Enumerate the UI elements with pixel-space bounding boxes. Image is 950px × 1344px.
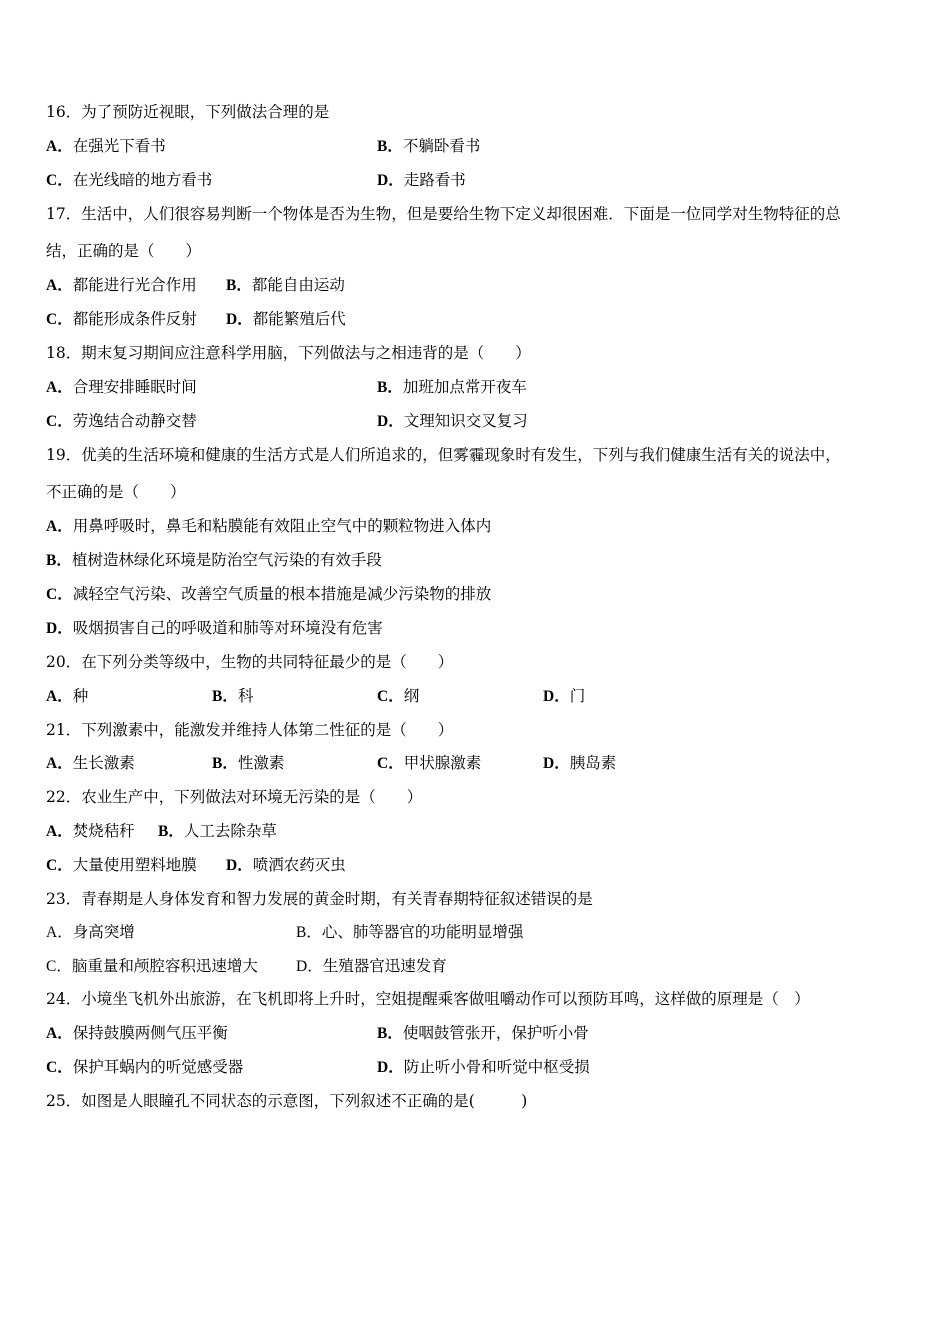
question-24-option-a: A．保持鼓膜两侧气压平衡 — [46, 1024, 228, 1042]
question-19-option-a: A．用鼻呼吸时，鼻毛和粘膜能有效阻止空气中的颗粒物进入体内 — [46, 517, 492, 535]
question-24-option-b: B．使咽鼓管张开，保护听小骨 — [377, 1024, 589, 1042]
question-18-option-b: B．加班加点常开夜车 — [377, 378, 527, 396]
question-24-stem: 24．小境坐飞机外出旅游，在飞机即将上升时，空姐提醒乘客做咀嚼动作可以预防耳鸣，这样做的原理是（ ） — [46, 990, 810, 1008]
question-21-option-b: B．性激素 — [212, 754, 285, 772]
question-20-option-d: D．门 — [543, 687, 586, 705]
question-23-option-d: D．生殖器官迅速发育 — [296, 957, 447, 975]
question-16-option-d: D．走路看书 — [377, 171, 466, 189]
question-20-option-c: C．纲 — [377, 687, 420, 705]
question-22-option-b: B．人工去除杂草 — [158, 822, 277, 840]
question-20-option-a: A．种 — [46, 687, 89, 705]
question-24-option-d: D．防止听小骨和听觉中枢受损 — [377, 1058, 590, 1076]
question-17-stem-cont: 结，正确的是（ ） — [46, 242, 202, 260]
question-19-option-b: B．植树造林绿化环境是防治空气污染的有效手段 — [46, 551, 382, 569]
question-16-option-c: C．在光线暗的地方看书 — [46, 171, 213, 189]
question-23-option-b: B．心、肺等器官的功能明显增强 — [296, 923, 524, 941]
question-19-stem: 19．优美的生活环境和健康的生活方式是人们所追求的，但雾霾现象时有发生，下列与我们健康生活有关的说法中， — [46, 446, 841, 464]
question-19-option-c: C．减轻空气污染、改善空气质量的根本措施是减少污染物的排放 — [46, 585, 492, 603]
question-18-option-c: C．劳逸结合动静交替 — [46, 412, 197, 430]
question-25-stem: 25．如图是人眼瞳孔不同状态的示意图，下列叙述不正确的是( ) — [46, 1092, 528, 1110]
question-24-option-c: C．保护耳蜗内的听觉感受器 — [46, 1058, 244, 1076]
question-21-option-a: A．生长激素 — [46, 754, 135, 772]
question-23-stem: 23．青春期是人身体发育和智力发展的黄金时期，有关青春期特征叙述错误的是 — [46, 890, 593, 908]
question-17-stem: 17．生活中，人们很容易判断一个物体是否为生物，但是要给生物下定义却很困难．下面是一位同学对生物特征的总 — [46, 205, 841, 223]
question-17-option-a: A．都能进行光合作用 — [46, 276, 197, 294]
question-23-option-a: A．身高突增 — [46, 923, 135, 941]
question-23-option-c: C．脑重量和颅腔容积迅速增大 — [46, 957, 258, 975]
question-16-option-a: A．在强光下看书 — [46, 137, 166, 155]
question-19-option-d: D．吸烟损害自己的呼吸道和肺等对环境没有危害 — [46, 619, 383, 637]
question-19-stem-cont: 不正确的是（ ） — [46, 483, 186, 501]
question-16-stem: 16．为了预防近视眼，下列做法合理的是 — [46, 103, 330, 121]
question-20-stem: 20．在下列分类等级中，生物的共同特征最少的是（ ） — [46, 653, 454, 671]
question-18-option-d: D．文理知识交叉复习 — [377, 412, 528, 430]
question-17-option-d: D．都能繁殖后代 — [226, 310, 346, 328]
question-21-option-d: D．胰岛素 — [543, 754, 617, 772]
question-22-option-a: A．焚烧秸秆 — [46, 822, 135, 840]
question-21-stem: 21．下列激素中，能激发并维持人体第二性征的是（ ） — [46, 721, 454, 739]
question-17-option-c: C．都能形成条件反射 — [46, 310, 197, 328]
question-22-stem: 22．农业生产中，下列做法对环境无污染的是（ ） — [46, 788, 423, 806]
question-18-stem: 18．期末复习期间应注意科学用脑，下列做法与之相违背的是（ ） — [46, 344, 531, 362]
question-16-option-b: B．不躺卧看书 — [377, 137, 481, 155]
question-18-option-a: A．合理安排睡眠时间 — [46, 378, 197, 396]
question-21-option-c: C．甲状腺激素 — [377, 754, 482, 772]
question-22-option-d: D．喷洒农药灭虫 — [226, 856, 346, 874]
question-17-option-b: B．都能自由运动 — [226, 276, 345, 294]
question-20-option-b: B．科 — [212, 687, 254, 705]
question-22-option-c: C．大量使用塑料地膜 — [46, 856, 197, 874]
